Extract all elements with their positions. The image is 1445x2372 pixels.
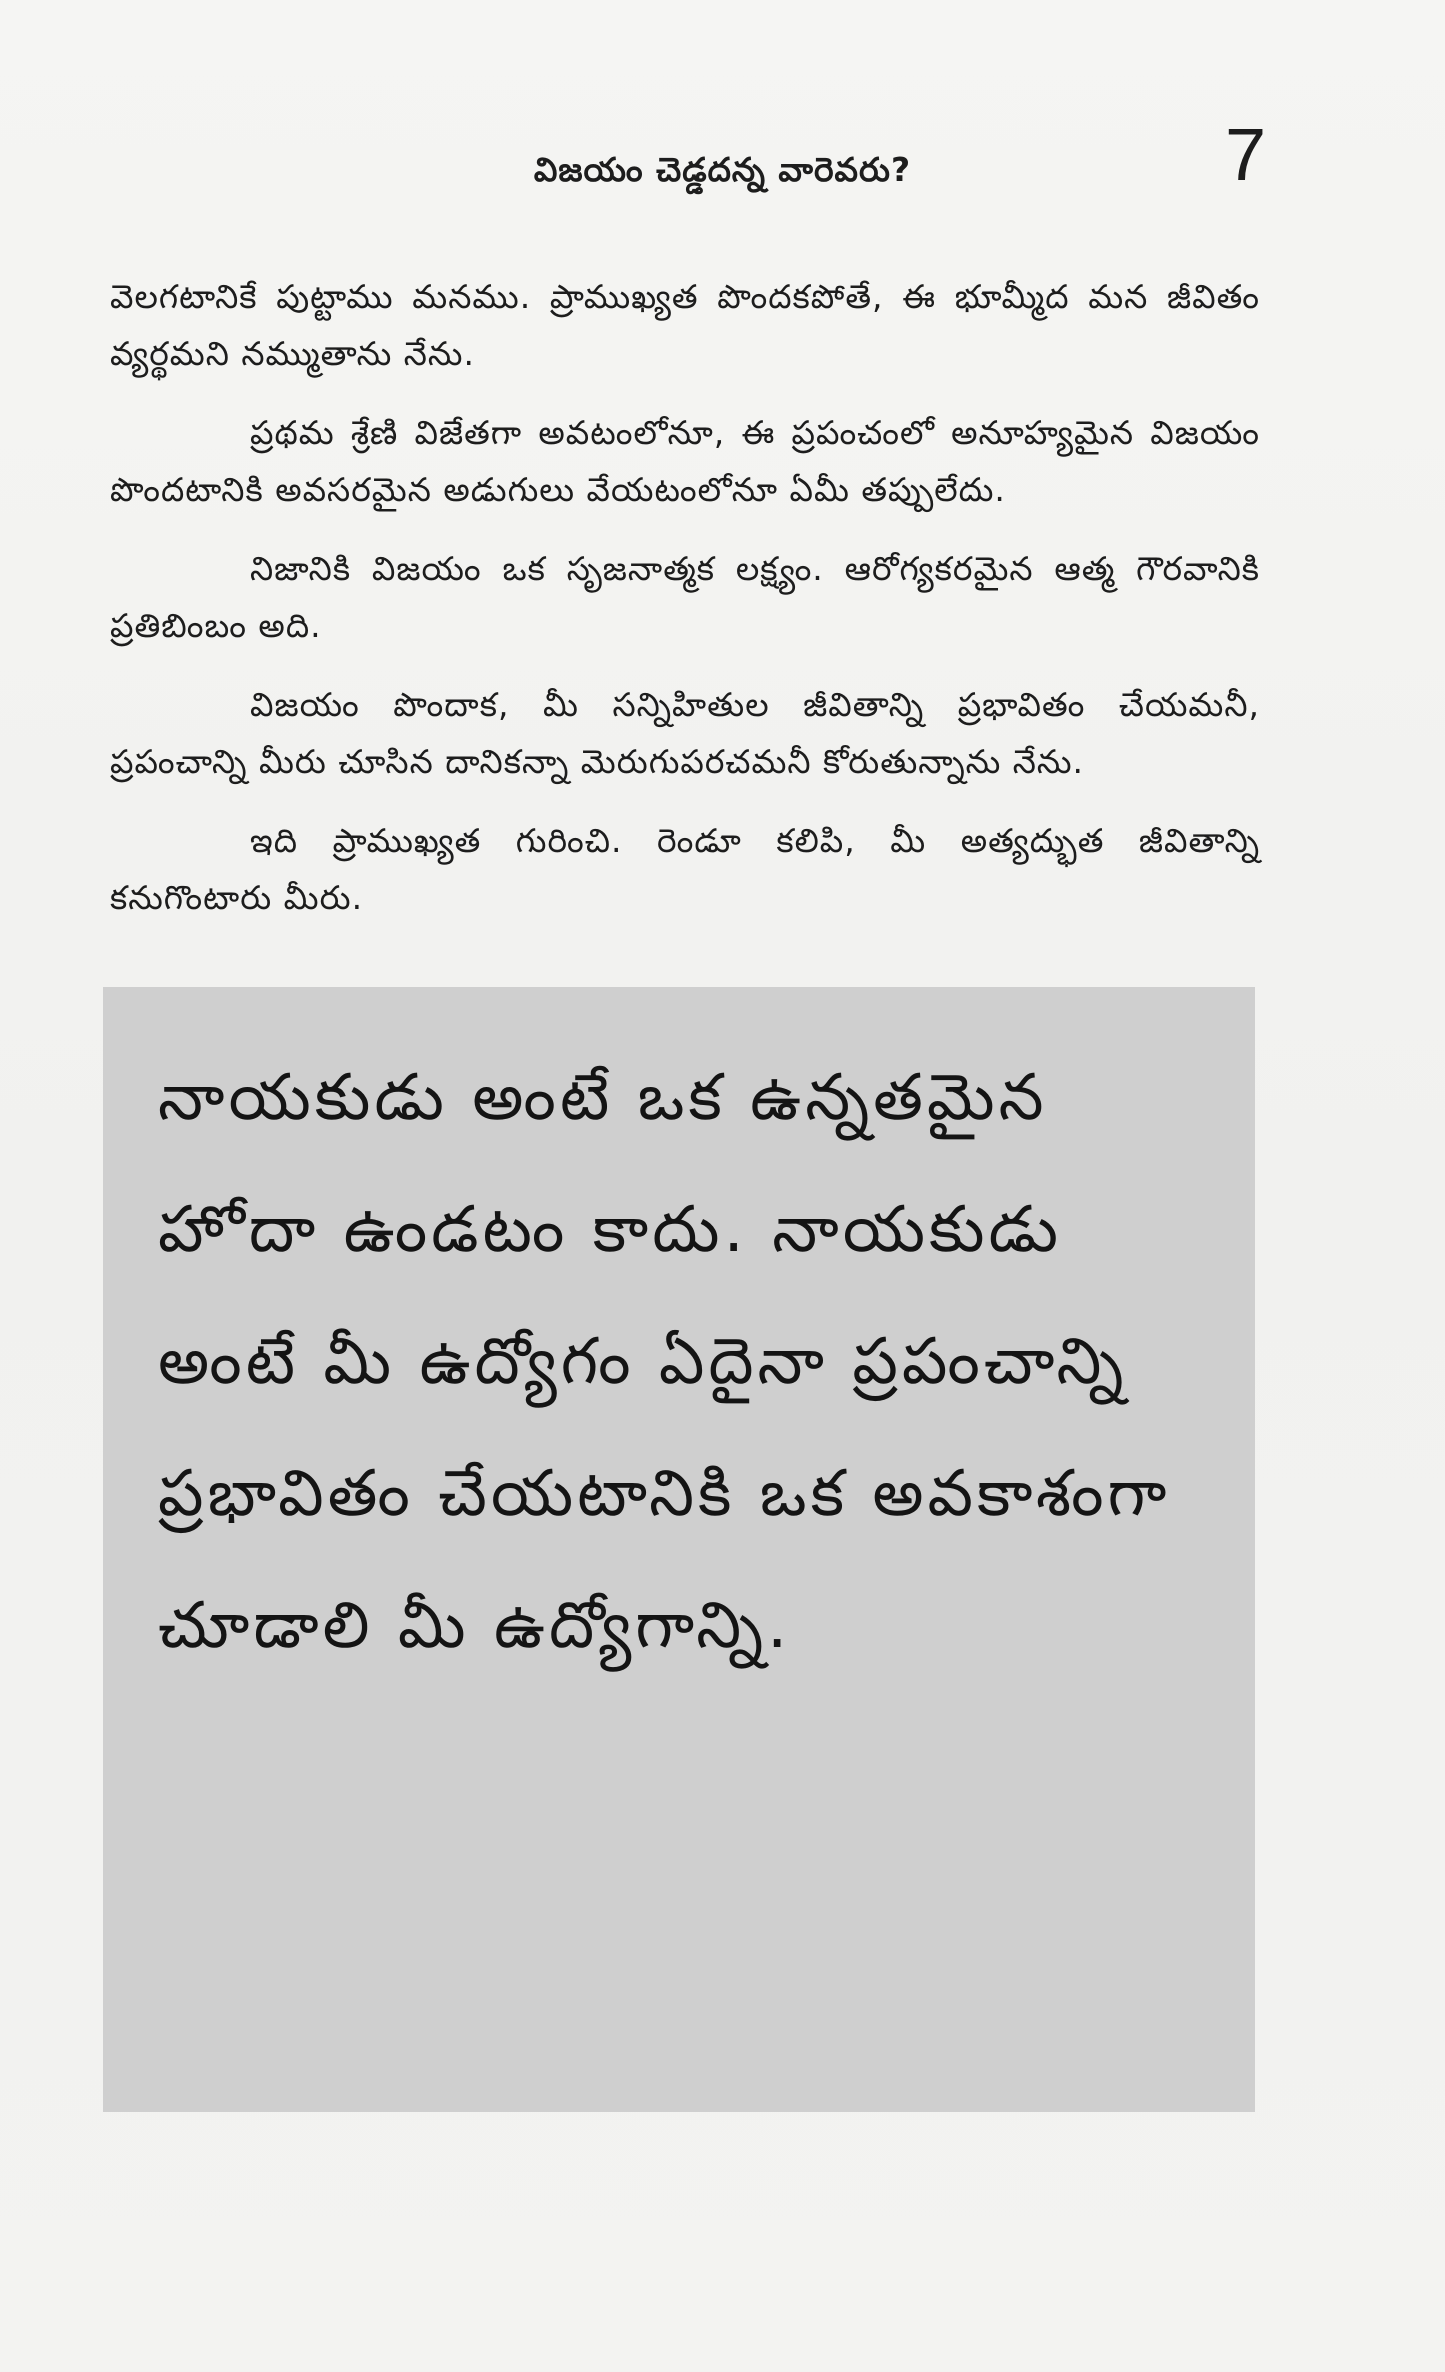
paragraph-4: విజయం పొందాక, మీ సన్నిహితుల జీవితాన్ని ప్రభావితం చేయమనీ, ప్రపంచాన్ని మీరు చూసిన దానికన్నా మెరుగుపరచమనీ కోరుతున్నాను నేను. [110, 685, 1260, 781]
paragraph-3: నిజానికి విజయం ఒక సృజనాత్మక లక్ష్యం. ఆరోగ్యకరమైన ఆత్మ గౌరవానికి ప్రతిబింబం అది. [110, 549, 1260, 645]
paragraph-1: వెలగటానికే పుట్టాము మనము. ప్రాముఖ్యత పొందకపోతే, ఈ భూమ్మీద మన జీవితం వ్యర్థమని నమ్ముతాను నేను. [110, 277, 1260, 373]
paragraph-2: ప్రథమ శ్రేణి విజేతగా అవటంలోనూ, ఈ ప్రపంచంలో అనూహ్యమైన విజయం పొందటానికి అవసరమైన అడుగులు వేయటంలోనూ ఏమీ తప్పులేదు. [110, 413, 1260, 509]
paragraph-5: ఇది ప్రాముఖ్యత గురించి. రెండూ కలిపి, మీ అత్యద్భుత జీవితాన్ని కనుగొంటారు మీరు. [110, 821, 1260, 917]
running-title: విజయం చెడ్డదన్న వారెవరు? [533, 150, 912, 189]
body-text [110, 268, 1260, 948]
page-number: 7 [1225, 113, 1267, 196]
pull-quote-box [103, 987, 1255, 2112]
pull-quote-text: నాయకుడు అంటే ఒక ఉన్నతమైన హోదా ఉండటం కాదు. నాయకుడు అంటే మీ ఉద్యోగం ఏదైనా ప్రపంచాన్ని ప్రభావితం చేయటానికి ఒక అవకాశంగా చూడాలి మీ ఉద్యోగాన్ని. [158, 1061, 1171, 1663]
